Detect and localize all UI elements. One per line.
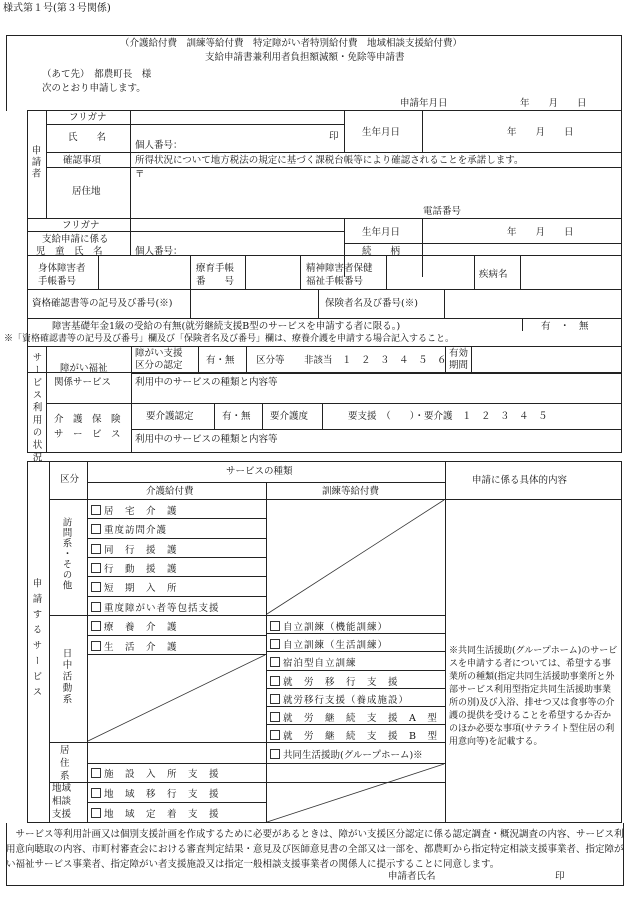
checkbox-icon[interactable]: [91, 563, 101, 573]
mental-cert-label-2: 福祉手帳番号: [306, 276, 364, 287]
checkbox-icon[interactable]: [91, 621, 101, 631]
welfare-in-use-label: 利用中のサービスの種類と内容等: [135, 377, 278, 388]
consent-frame: [6, 823, 624, 886]
welfare-in-use-input[interactable]: [132, 388, 621, 402]
ryouiku-label-2: 番 号: [196, 276, 235, 287]
checkbox-icon[interactable]: [91, 582, 101, 592]
checkbox-icon[interactable]: [270, 657, 280, 667]
child-relation-label: 続 柄: [362, 246, 401, 257]
service-group-home[interactable]: 共同生活援助(グループホーム)※: [270, 747, 423, 761]
support-level-label-1: 障がい支援: [135, 348, 183, 359]
service-visit-label: 短 期 入 所: [104, 583, 178, 595]
validity-label-2: 期間: [449, 360, 469, 371]
level-label: 区分等: [256, 355, 285, 366]
physical-cert-label-1: 身体障害者: [38, 263, 86, 274]
welfare-label-1: 障がい福祉: [60, 363, 108, 374]
service-day-training-label: 就 労 継 続 支 援 B 型: [283, 731, 438, 743]
validity-input[interactable]: [472, 347, 621, 372]
child-birthdate-label: 生年月日: [362, 227, 401, 238]
checkbox-icon[interactable]: [270, 694, 280, 704]
service-visit-4[interactable]: [91, 561, 178, 575]
insured-input[interactable]: [445, 290, 621, 317]
service-day-care-1[interactable]: [91, 619, 178, 633]
disease-label: 疾病名: [479, 269, 508, 280]
checkbox-icon[interactable]: [91, 602, 101, 612]
service-chiiki-iko[interactable]: 地 域 移 行 支 援: [91, 786, 220, 800]
mental-cert-label-1: 精神障害者保健: [306, 263, 373, 274]
pension-text: 障害基礎年金1級の受給の有無(就労継続支援B型のサービスを申請する者に限る。): [52, 321, 401, 332]
service-day-training-label: 自立訓練（生活訓練）: [283, 640, 389, 652]
child-birthdate-field[interactable]: 年 月 日: [507, 227, 574, 238]
care-yes-no[interactable]: 有・無: [222, 411, 251, 422]
service-day-training-3[interactable]: [270, 655, 357, 669]
service-day-care-label: 生 活 介 護: [104, 641, 178, 653]
service-day-training-label: 就労移行支援（養成施設）: [283, 694, 410, 706]
signer-label: 申請者氏名: [388, 871, 436, 882]
checkbox-icon[interactable]: [91, 808, 101, 818]
level-values[interactable]: 非該当 １ ２ ３ ４ ５ ６: [304, 355, 447, 366]
insured-label: 保険者名及び番号(※): [325, 298, 418, 309]
checkbox-icon[interactable]: [91, 788, 101, 798]
child-name-label-2: 児 童 氏 名: [36, 246, 103, 257]
service-visit-label: 同 行 援 護: [104, 544, 178, 556]
category-consult-2: 相談: [52, 796, 72, 807]
address-input[interactable]: [131, 180, 616, 205]
category-header: 区分: [60, 474, 80, 485]
addressee: （あて先） 都農町長 様: [42, 69, 152, 80]
care-cert-label: 要介護認定: [146, 411, 194, 422]
checkbox-icon[interactable]: [270, 712, 280, 722]
applicant-individual-number[interactable]: 個人番号：: [135, 140, 183, 151]
confirm-label: 確認事項: [63, 155, 102, 166]
child-individual-number[interactable]: 個人番号：: [135, 246, 183, 257]
care-level-label: 要介護度: [270, 411, 309, 422]
service-day-training-label: 就 労 継 続 支 援 A 型: [283, 713, 438, 724]
applicant-section-label: 申請者: [29, 145, 41, 180]
service-visit-2[interactable]: [91, 522, 167, 536]
signer-seal: 印: [555, 871, 565, 882]
care-benefit-header: 介護給付費: [146, 486, 194, 497]
checkbox-icon[interactable]: [270, 749, 280, 759]
applicant-furigana-input[interactable]: [131, 111, 343, 123]
application-date-field[interactable]: 年 月 日: [520, 98, 587, 109]
physical-cert-label-2: 手帳番号: [38, 276, 77, 287]
care-in-use-label: 利用中のサービスの種類と内容等: [135, 434, 278, 445]
confirm-text: 所得状況について地方税法の規定に基づく課税台帳等により確認されることを承諾します。: [135, 155, 524, 166]
service-visit-5[interactable]: [91, 580, 178, 594]
checkbox-icon[interactable]: [91, 544, 101, 554]
disease-input[interactable]: [521, 256, 621, 288]
pension-choice[interactable]: 有 ・ 無: [541, 321, 589, 332]
service-day-training-2[interactable]: [270, 637, 388, 651]
checkbox-icon[interactable]: [91, 641, 101, 651]
welfare-label-2: 関係サービス: [54, 377, 112, 388]
service-day-care-label: 療 養 介 護: [104, 622, 178, 633]
applicant-name-label: 氏 名: [68, 132, 107, 143]
service-day-training-5[interactable]: [270, 692, 409, 706]
child-name-label-1: 支給申請に係る: [42, 234, 109, 245]
care-in-use-input[interactable]: [132, 444, 621, 452]
service-day-training-label: 自立訓練（機能訓練）: [283, 622, 389, 633]
care-level-values[interactable]: 要支援 （ ）・要介護 １ ２ ３ ４ ５: [348, 411, 548, 422]
certificate-note: ※「資格確認書等の記号及び番号」欄及び「保険者名及び番号」欄は、療養介護を申請する場合記入すること。: [4, 334, 455, 344]
detail-header: 申請に係る具体的内容: [472, 475, 568, 486]
service-day-training-label: 就 労 移 行 支 援: [283, 676, 399, 688]
form-number: 様式第１号(第３号関係): [3, 3, 111, 14]
service-visit-label: 行 動 援 護: [104, 563, 178, 575]
validity-label-1: 有効: [449, 348, 469, 359]
checkbox-icon[interactable]: [270, 730, 280, 740]
applicant-name-input[interactable]: [131, 125, 331, 139]
applicant-furigana-label: フリガナ: [69, 112, 107, 123]
consent-text: サービス等利用計画又は個別支援計画を作成するために必要があるときは、障がい支援区分認定に係る認定調査・概況調査の内容、サービス利用意向聴取の内容、市町村審査会における審査判定結果・意見及び医師意見書の全部又は一部を、都農町から指定特定相談支援事業者、指定障がい福祉サービス事業者、指定障がい者支援施設又は指定一般相談支援事業者の関係人に提示することに同意します。: [6, 829, 624, 870]
child-relation-input[interactable]: [423, 244, 621, 254]
header-services: （介護給付費 訓練等給付費 特定障がい者特別給付費 地域相談支援給付費）: [120, 38, 463, 49]
service-shisetsu-nyusho[interactable]: 施 設 入 所 支 援: [91, 766, 220, 780]
checkbox-icon[interactable]: [91, 768, 101, 778]
category-visit: 訪問系・その他: [60, 517, 72, 591]
service-day-training-4[interactable]: [270, 674, 399, 688]
service-visit-label: 居 宅 介 護: [104, 506, 178, 517]
child-furigana-label: フリガナ: [62, 220, 100, 231]
training-benefit-header: 訓練等給付費: [322, 486, 380, 497]
checkbox-icon[interactable]: [270, 676, 280, 686]
checkbox-icon[interactable]: [91, 524, 101, 534]
support-level-label-2: 区分の認定: [135, 360, 183, 371]
category-live-1: 居: [60, 745, 70, 756]
detail-input[interactable]: [446, 500, 621, 640]
checkbox-icon[interactable]: [91, 505, 101, 515]
service-visit-label: 重度訪問介護: [104, 525, 168, 537]
service-day-training-label: 宿泊型自立訓練: [283, 658, 357, 670]
qualification-input[interactable]: [191, 290, 317, 317]
qualification-label: 資格確認書等の記号及び番号(※): [32, 298, 173, 309]
service-chiiki-teichaku[interactable]: 地 域 定 着 支 援: [91, 806, 220, 820]
service-day-training-7[interactable]: [270, 728, 438, 742]
application-date-label: 申請年月日: [400, 98, 448, 109]
service-visit-3[interactable]: [91, 542, 178, 556]
services-section-label: 申請するサービス: [30, 578, 42, 702]
applicant-birthdate-field[interactable]: 年 月 日: [507, 127, 574, 138]
phone-label: 電話番号: [423, 206, 462, 217]
service-visit-6[interactable]: [91, 600, 220, 614]
service-visit-label: 重度障がい者等包括支援: [104, 602, 220, 614]
child-furigana-input[interactable]: [131, 219, 343, 230]
ryouiku-label-1: 療育手帳: [196, 263, 235, 274]
mental-cert-input[interactable]: [387, 256, 473, 288]
service-visit-1[interactable]: [91, 503, 178, 517]
service-day-training-1[interactable]: [270, 619, 388, 633]
address-label: 居住地: [72, 186, 101, 197]
care-label-1: 介 護 保 険: [54, 414, 121, 425]
physical-cert-input[interactable]: [99, 256, 189, 288]
applicant-seal: 印: [329, 131, 339, 142]
usage-section-label: サービス利用の状況: [30, 352, 42, 465]
types-header: サービスの種類: [226, 466, 293, 477]
category-consult-1: 地域: [52, 783, 72, 794]
category-live-3: 系: [60, 771, 70, 782]
category-day: 日中活動系: [60, 648, 72, 706]
service-day-training-6[interactable]: [270, 710, 438, 724]
postal-mark: 〒: [135, 169, 145, 180]
intro-text: 次のとおり申請します。: [42, 83, 146, 94]
care-label-2: サ ー ビ ス: [54, 429, 121, 440]
group-home-note: ※共同生活援助(グループホーム)のサービスを申請する者については、希望する事業所の種類(指定共同生活援助事業所と外部サービス利用型指定共同生活援助事業所の別)及び入浴、排せつ又は食事等の介護の提供を受けることを希望するか否かのほか必要な事項(サテライト型住居の利用意向等)を記載する。: [449, 646, 618, 747]
category-consult-3: 支援: [52, 809, 72, 820]
service-day-care-2[interactable]: [91, 639, 178, 653]
support-yes-no[interactable]: 有・無: [206, 355, 235, 366]
ryouiku-input[interactable]: [246, 256, 299, 288]
applicant-birthdate-label: 生年月日: [362, 127, 401, 138]
form-title: 支給申請書兼利用者負担額減額・免除等申請書: [205, 52, 405, 63]
checkbox-icon[interactable]: [270, 621, 280, 631]
checkbox-icon[interactable]: [270, 639, 280, 649]
category-live-2: 住: [60, 758, 70, 769]
